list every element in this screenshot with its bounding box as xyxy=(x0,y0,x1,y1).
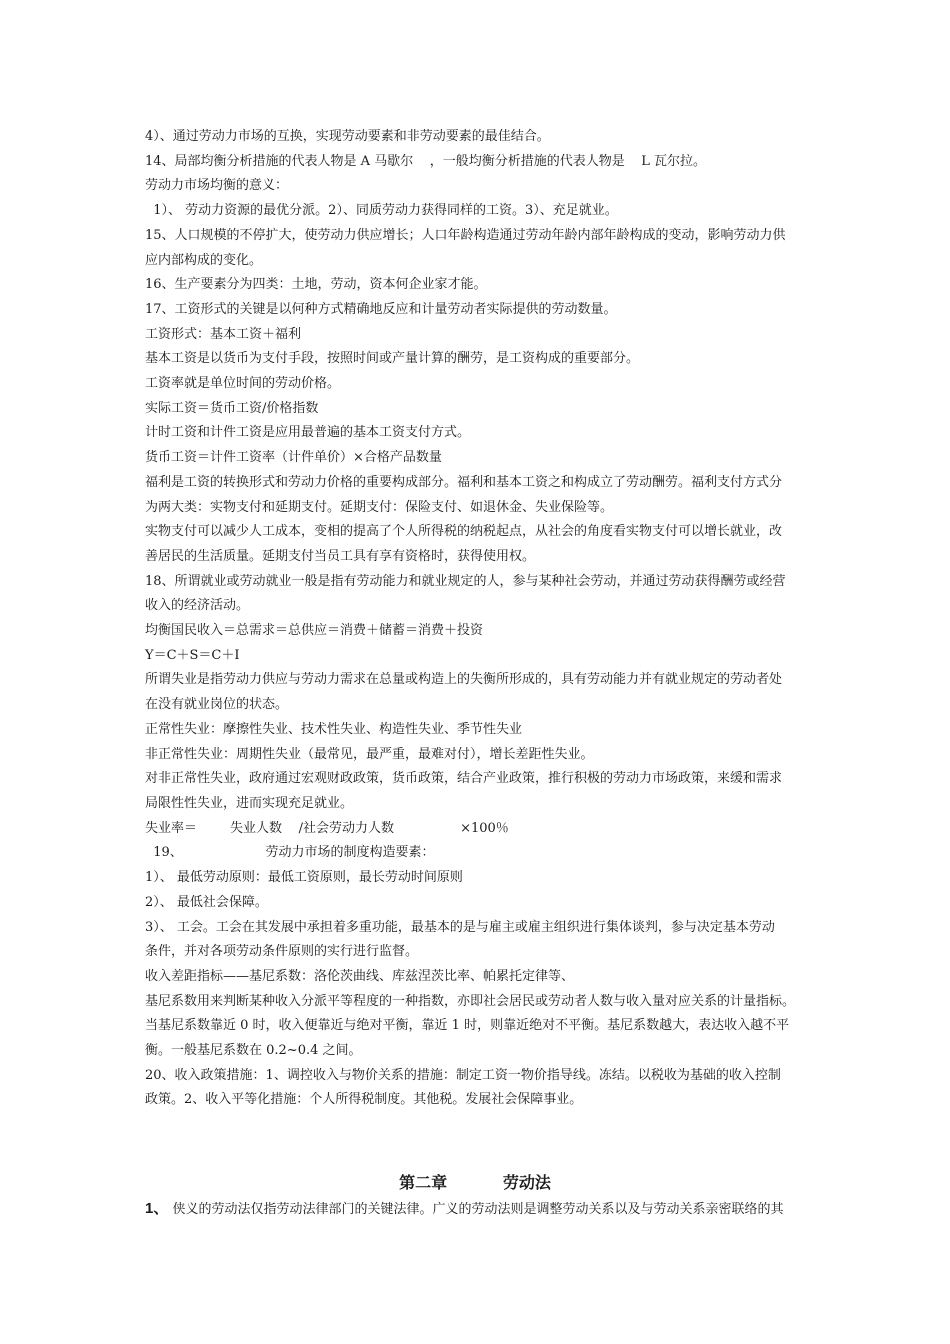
text-line: 在没有就业岗位的状态。 xyxy=(145,697,289,713)
text-line: 局限性性失业，进而实现充足就业。 xyxy=(145,795,354,811)
text-line: 19、 劳动力市场的制度构造要素： xyxy=(145,845,435,861)
paragraph-number: 1、 xyxy=(145,1200,169,1217)
text-line: 工资率就是单位时间的劳动价格。 xyxy=(145,376,341,392)
text-line: 1）、 最低劳动原则：最低工资原则，最长劳动时间原则 xyxy=(145,870,463,886)
text-line: 20、收入政策措施：1、调控收入与物价关系的措施：制定工资一物价指导线。冻结。以税收为基础的收入控制 xyxy=(145,1067,781,1083)
text-line: 实际工资＝货币工资/价格指数 xyxy=(145,400,319,416)
text-line: 所谓失业是指劳动力供应与劳动力需求在总量或构造上的失衡所形成的，具有劳动能力并有就业规定的劳动者处 xyxy=(145,672,783,688)
text-line: 4）、通过劳动力市场的互换，实现劳动要素和非劳动要素的最佳结合。 xyxy=(145,129,550,144)
text-line: 当基尼系数靠近 0 时，收入便靠近与绝对平衡，靠近 1 时，则靠近绝对不平衡。基尼系数越大，表达收入越不平 xyxy=(145,1018,790,1034)
text-line: 失业率＝ 失业人数 /社会劳动力人数 ×100％ xyxy=(145,820,509,836)
text-line: Y＝C＋S＝C＋I xyxy=(145,647,240,663)
text-line: 工资形式：基本工资＋福利 xyxy=(145,326,302,342)
text-line: 货币工资＝计件工资率（计件单价）×合格产品数量 xyxy=(145,450,442,466)
text-line: 基尼系数用来判断某种收入分派平等程度的一种指数，亦即社会居民或劳动者人数与收入量对应关系的计量指标。 xyxy=(145,993,796,1009)
chapter-heading: 第二章 劳动法 xyxy=(399,1173,551,1192)
document-body xyxy=(145,125,865,1113)
text-line: 对非正常性失业，政府通过宏观财政政策，货币政策，结合产业政策，推行积极的劳动力市场政策，来缓和需求 xyxy=(145,771,783,787)
paragraph-text: 侠义的劳动法仅指劳动法律部门的关键法律。广义的劳动法则是调整劳动关系以及与劳动关系亲密联络的其 xyxy=(168,1202,784,1217)
text-line: 17、工资形式的关键是以何种方式精确地反应和计量劳动者实际提供的劳动数量。 xyxy=(145,301,617,317)
text-line: 3）、 工会。工会在其发展中承担着多重功能，最基本的是与雇主或雇主组织进行集体谈判，参与决定基本劳动 xyxy=(145,919,775,935)
text-line: 福利是工资的转换形式和劳动力价格的重要构成部分。福利和基本工资之和构成立了劳动酬劳。福利支付方式分 xyxy=(145,474,783,490)
text-line: 计时工资和计件工资是应用最普遍的基本工资支付方式。 xyxy=(145,425,471,441)
text-line: 15、人口规模的不停扩大，使劳动力供应增长；人口年龄构造通过劳动年龄内部年龄构成的变动，影响劳动力供 xyxy=(145,227,786,243)
text-line: 应内部构成的变化。 xyxy=(145,252,263,268)
text-line: 1）、 劳动力资源的最优分派。2）、同质劳动力获得同样的工资。3）、充足就业。 xyxy=(145,203,618,219)
text-line: 收入差距指标——基尼系数：洛伦茨曲线、库兹涅茨比率、帕累托定律等、 xyxy=(145,968,575,984)
text-line: 为两大类：实物支付和延期支付。延期支付：保险支付、如退休金、失业保险等。 xyxy=(145,499,614,515)
text-line: 非正常性失业：周期性失业（最常见，最严重，最难对付），增长差距性失业。 xyxy=(145,746,594,762)
text-line: 劳动力市场均衡的意义： xyxy=(145,178,289,194)
text-line: 收入的经济活动。 xyxy=(145,598,250,614)
text-line: 善居民的生活质量。延期支付当员工具有享有资格时，获得使用权。 xyxy=(145,548,536,564)
text-line: 均衡国民收入＝总需求＝总供应＝消费＋储蓄＝消费＋投资 xyxy=(145,623,484,639)
text-line: 14、局部均衡分析措施的代表人物是 A 马歇尔 ，一般均衡分析措施的代表人物是 L 瓦尔拉。 xyxy=(145,153,707,169)
text-line: 衡。一般基尼系数在 0.2~0.4 之间。 xyxy=(145,1043,362,1059)
text-line: 16、生产要素分为四类：土地，劳动，资本何企业家才能。 xyxy=(145,277,487,293)
text-line: 18、所谓就业或劳动就业一般是指有劳动能力和就业规定的人，参与某种社会劳动，并通过劳动获得酬劳或经营 xyxy=(145,573,786,589)
text-line: 正常性失业：摩擦性失业、技术性失业、构造性失业、季节性失业 xyxy=(145,721,523,737)
text-line: 政策。2、收入平等化措施：个人所得税制度。其他税。发展社会保障事业。 xyxy=(145,1092,583,1108)
chapter-paragraph xyxy=(145,1197,865,1222)
text-line: 基本工资是以货币为支付手段，按照时间或产量计算的酬劳，是工资构成的重要部分。 xyxy=(145,351,640,367)
text-line: 条件，并对各项劳动条件原则的实行进行监督。 xyxy=(145,944,419,960)
text-line: 实物支付可以减少人工成本，变相的提高了个人所得税的纳税起点，从社会的角度看实物支付可以增长就业，改 xyxy=(145,524,783,540)
text-line: 2）、 最低社会保障。 xyxy=(145,894,268,910)
